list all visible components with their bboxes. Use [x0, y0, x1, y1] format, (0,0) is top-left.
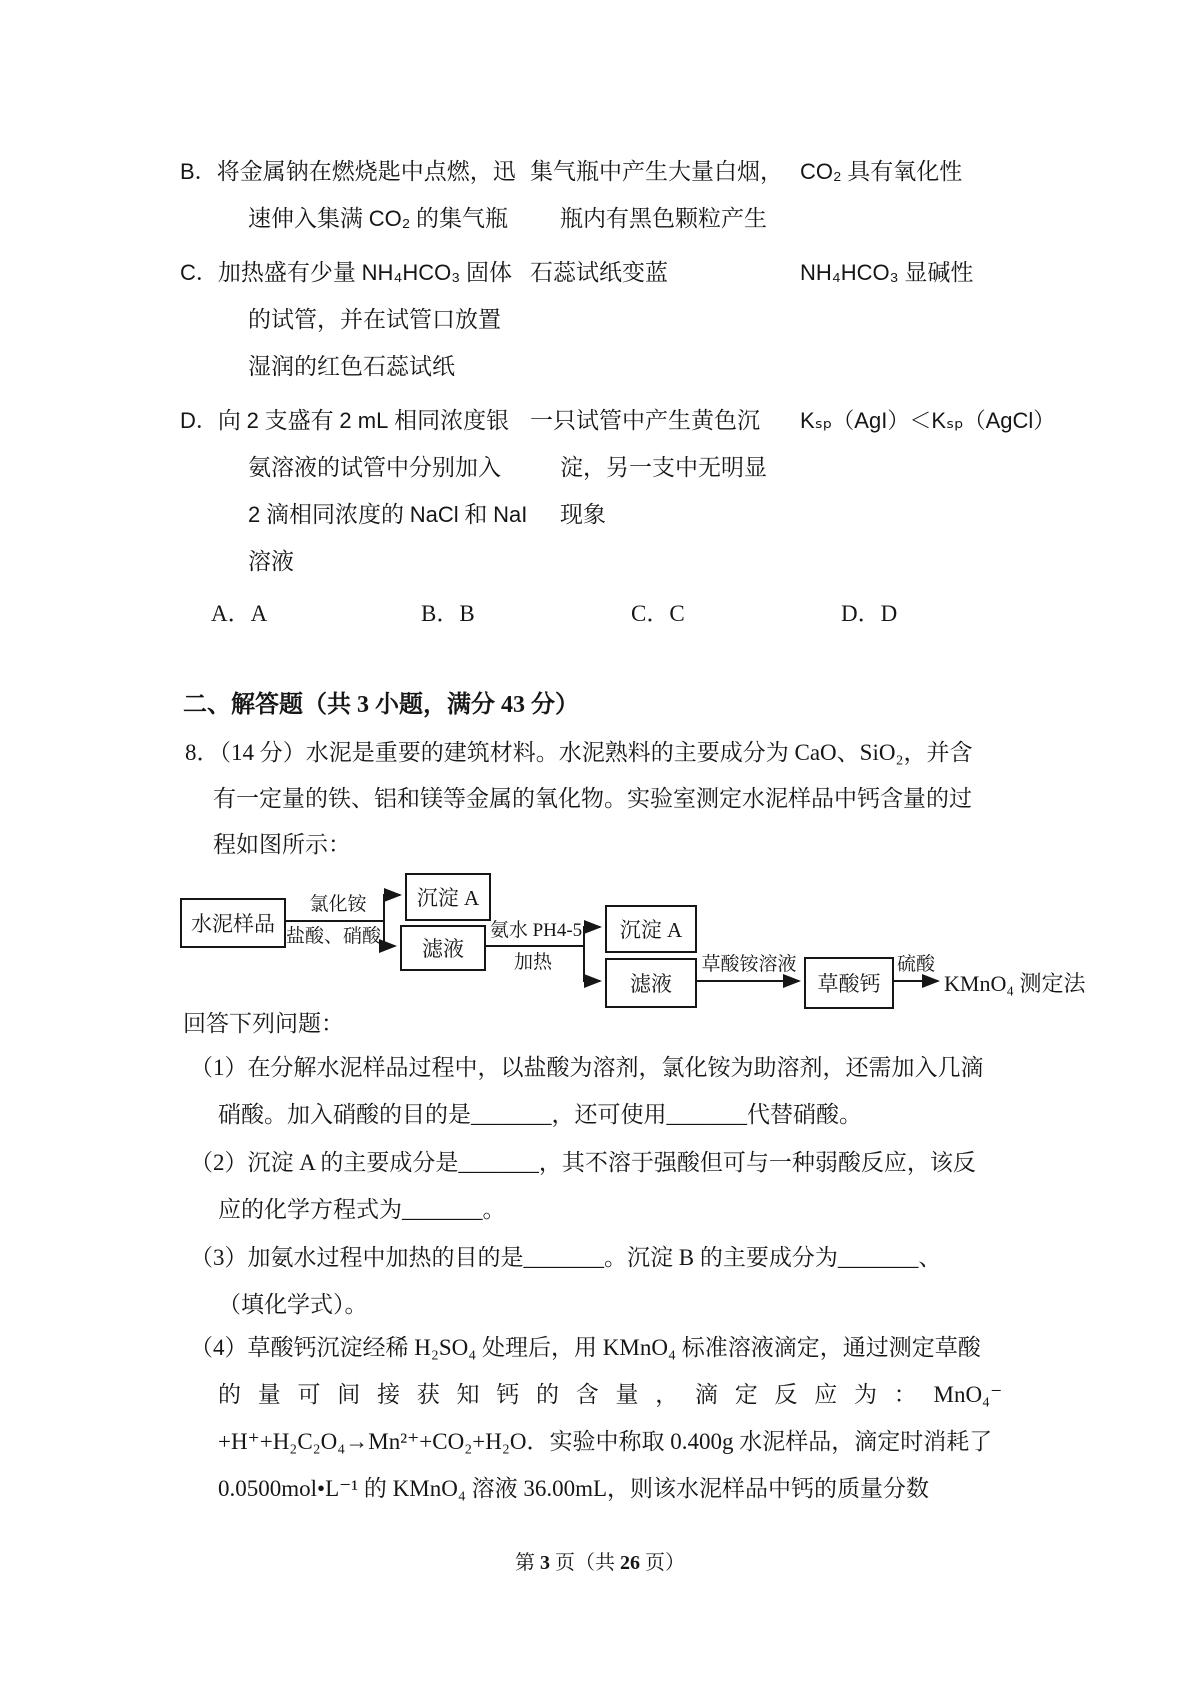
text-line — [530, 148, 800, 195]
text-line — [190, 1139, 976, 1186]
option-letter: B． — [180, 159, 217, 184]
text-line — [530, 491, 800, 538]
text-line — [530, 397, 800, 444]
text-line — [530, 444, 800, 491]
text-line — [190, 1371, 1002, 1418]
flowchart-box-precipitate-a1: 沉淀 A — [405, 873, 491, 921]
option-C-col3 — [800, 249, 1050, 390]
question-8-intro — [185, 730, 972, 868]
formula-text: 2 — [246, 408, 259, 433]
text-segment: 湿润的红色石蕊试纸 — [248, 354, 455, 379]
text-segment: 滴相同浓度的 — [260, 502, 410, 527]
flowchart-box-calcium-oxalate: 草酸钙 — [804, 957, 894, 1009]
text-line — [800, 249, 1050, 296]
text-segment: 显碱性 — [898, 260, 974, 285]
flowchart-box-cement-sample: 水泥样品 — [180, 898, 286, 948]
option-B-col1 — [180, 148, 530, 242]
footer-page-number: 3 — [540, 1552, 550, 1574]
text-segment: 瓶内有黑色颗粒产生 — [560, 206, 767, 231]
flowchart-label-hcl-hno3: 盐酸、硝酸 — [285, 926, 381, 947]
formula-text: Kₛₚ（AgI）＜Kₛₚ（AgCl） — [800, 408, 1056, 433]
option-B-col2 — [530, 148, 800, 242]
footer-prefix: 第 — [515, 1552, 540, 1574]
question-4 — [190, 1324, 1002, 1512]
text-line — [530, 195, 800, 242]
formula-text: CO₂ — [368, 206, 411, 231]
text-segment: 的集气瓶 — [410, 206, 509, 231]
option-C-col2 — [530, 249, 800, 390]
text-line — [180, 444, 530, 491]
text-segment: 支盛有 — [258, 408, 340, 433]
formula-text: 2 — [248, 502, 261, 527]
text-line — [190, 1234, 941, 1281]
question-1 — [190, 1044, 984, 1138]
flowchart-label-heat: 加热 — [513, 952, 552, 973]
text-segment: +H⁺+H₂C₂O₄→Mn²⁺+CO₂+H₂O．实验中称取 0.400g 水泥样品，滴定时消耗了 — [218, 1429, 993, 1454]
text-segment: 固体 — [460, 260, 512, 285]
text-segment: 应的化学方程式为_______。 — [218, 1197, 506, 1222]
text-segment: （3）加氨水过程中加热的目的是_______。沉淀 B 的主要成分为_______、 — [190, 1245, 942, 1270]
text-line — [180, 397, 530, 444]
text-segment: 具有氧化性 — [841, 159, 963, 184]
text-line — [800, 148, 1050, 195]
option-row-C — [180, 249, 1050, 390]
text-segment: 0.0500mol•L⁻¹ 的 KMnO₄ 溶液 36.00mL，则该水泥样品中钙的质量分数 — [218, 1476, 930, 1501]
text-segment: 的 量 可 间 接 获 知 钙 的 含 量 ， 滴 定 反 应 为 ： MnO₄⁻ — [218, 1382, 1003, 1407]
text-line — [190, 1418, 1002, 1465]
footer-suffix: 页） — [640, 1552, 685, 1574]
page-footer — [0, 1549, 1200, 1577]
text-segment: 有一定量的铁、铝和镁等金属的氧化物。实验室测定水泥样品中钙含量的过 — [213, 786, 972, 811]
text-segment: （2）沉淀 A 的主要成分是_______，其不溶于强酸但可与一种弱酸反应，该反 — [190, 1150, 976, 1175]
text-segment: 氨溶液的试管中分别加入 — [248, 455, 501, 480]
questions-prompt: 回答下列问题： — [183, 1011, 344, 1036]
text-line — [530, 249, 800, 296]
formula-text: NaCl — [409, 502, 459, 527]
text-line — [180, 195, 530, 242]
options-table — [180, 148, 1056, 585]
text-segment: （填化学式）。 — [218, 1292, 368, 1317]
text-line — [185, 730, 972, 776]
formula-text: 2 mL — [339, 408, 389, 433]
text-segment: 向 — [217, 408, 247, 433]
option-row-D — [180, 397, 1056, 585]
text-line — [180, 249, 530, 296]
text-segment: 加热盛有少量 — [217, 260, 362, 285]
text-line — [190, 1186, 976, 1233]
text-segment: 相同浓度银 — [388, 408, 510, 433]
text-line — [180, 491, 530, 538]
flowchart-label-ammonium-chloride: 氯化铵 — [309, 894, 367, 915]
text-line — [180, 343, 530, 390]
text-segment: 一只试管中产生黄色沉 — [530, 408, 760, 433]
answer-choice: A．A — [211, 601, 268, 626]
flowchart-box-precipitate-a2: 沉淀 A — [605, 905, 697, 953]
flowchart-box-filtrate-1: 滤液 — [400, 925, 486, 971]
formula-text: NaI — [493, 502, 528, 527]
section-header: 二、解答题（共 3 小题，满分 43 分） — [183, 692, 579, 718]
option-letter: C． — [180, 260, 218, 285]
option-letter: D． — [180, 408, 218, 433]
flowchart-text-kmno4-method: KMnO₄ 测定法 — [944, 971, 1086, 996]
option-C-col1 — [180, 249, 530, 390]
option-D-col3 — [800, 397, 1055, 585]
text-line — [180, 148, 530, 195]
text-line — [180, 538, 530, 585]
flowchart-label-ammonia-ph: 氨水 PH4-5 — [489, 920, 583, 941]
footer-total-pages: 26 — [620, 1552, 640, 1574]
text-segment: （4）草酸钙沉淀经稀 H₂SO₄ 处理后，用 KMnO₄ 标准溶液滴定，通过测定草酸 — [190, 1335, 981, 1360]
text-segment: 硝酸。加入硝酸的目的是_______，还可使用_______代替硝酸。 — [218, 1102, 862, 1127]
formula-text: CO₂ — [800, 159, 842, 184]
text-segment: 8．（14 分）水泥是重要的建筑材料。水泥熟料的主要成分为 CaO、SiO₂，并含 — [185, 740, 973, 765]
text-line — [190, 1465, 1002, 1512]
text-segment: 现象 — [560, 502, 606, 527]
flowchart-box-filtrate-2: 滤液 — [605, 958, 697, 1008]
formula-text: NH₄HCO₃ — [361, 260, 461, 285]
text-line — [190, 1091, 984, 1138]
text-segment: 的试管，并在试管口放置 — [248, 307, 501, 332]
question-3 — [190, 1234, 941, 1328]
text-line — [190, 1044, 984, 1091]
text-segment: 淀，另一支中无明显 — [560, 455, 767, 480]
text-segment: 石蕊试纸变蓝 — [530, 260, 668, 285]
text-segment: 程如图所示： — [213, 832, 351, 857]
footer-middle: 页（共 — [550, 1552, 620, 1574]
option-B-col3 — [800, 148, 1050, 242]
text-segment: 和 — [458, 502, 494, 527]
text-segment: 溶液 — [248, 549, 294, 574]
formula-text: NH₄HCO₃ — [800, 260, 899, 285]
text-segment: 集气瓶中产生大量白烟， — [530, 159, 783, 184]
text-line — [180, 296, 530, 343]
text-line — [800, 397, 1055, 444]
flowchart-label-ammonium-oxalate: 草酸铵溶液 — [701, 954, 797, 975]
option-D-col2 — [530, 397, 800, 585]
text-segment: 将金属钠在燃烧匙中点燃，迅 — [216, 159, 516, 184]
text-segment: 速伸入集满 — [248, 206, 369, 231]
text-segment: （1）在分解水泥样品过程中，以盐酸为溶剂，氯化铵为助溶剂，还需加入几滴 — [190, 1055, 984, 1080]
answer-choice: D．D — [841, 601, 898, 626]
option-row-B — [180, 148, 1050, 242]
answer-choice: B．B — [421, 601, 475, 626]
text-line — [190, 1281, 941, 1328]
option-D-col1 — [180, 397, 530, 585]
answer-choices-row — [211, 590, 1051, 638]
question-2 — [190, 1139, 976, 1233]
answer-choice: C．C — [631, 601, 685, 626]
text-line — [190, 1324, 1002, 1371]
text-line — [185, 776, 972, 822]
flowchart-label-sulfuric-acid: 硫酸 — [896, 954, 935, 975]
